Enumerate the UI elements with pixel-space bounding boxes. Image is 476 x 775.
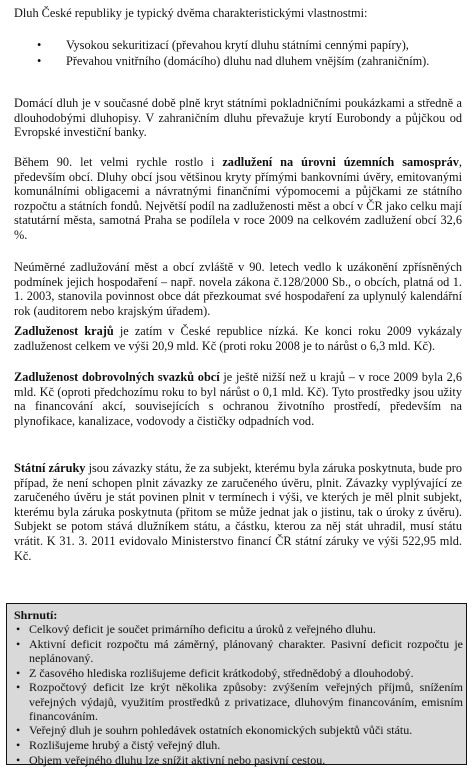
list-item: • Aktivní deficit rozpočtu má záměrný, plánovaný charakter. Pasivní deficit rozpočtu je neplánovaný. — [16, 636, 463, 665]
bullet-icon: • — [37, 53, 42, 68]
list-item: • Objem veřejného dluhu lze snížit aktivní nebo pasivní cestou. — [16, 752, 326, 767]
summary-list — [15, 622, 463, 768]
bullet-icon: • — [16, 752, 21, 767]
bullet-icon: • — [16, 680, 21, 695]
list-item: • Veřejný dluh je souhrn pohledávek ostatních ekonomických subjektů vůči státu. — [16, 723, 413, 738]
unions-debt-paragraph: Zadluženost dobrovolných svazků obcí je ještě nižší než u krajů – v roce 2009 byla 2,6 mld. Kč (oproti předchozímu roku to byl nárůst o 0,1 mld. Kč). Tyto prostředky jsou užity na financování akcí, souvisejících s ochranou životního prostředí, především na plynofikace, kanalizace, vodovody a čističky odpadních vod. — [14, 370, 462, 428]
summary-title: Shrnutí: — [14, 608, 58, 622]
bold-term: zadlužení na úrovni územních samospráv — [222, 155, 459, 169]
bullet-icon: • — [16, 636, 21, 651]
bold-term: Zadluženost dobrovolných svazků obcí — [14, 370, 220, 384]
list-item: • Rozpočtový deficit lze krýt několika způsoby: zvýšením veřejných příjmů, snížením veřejných výdajů, využitím prostředků z privatizace, dluhovým financováním, emisním financováním. — [16, 680, 463, 723]
intro-bullet-list — [14, 38, 462, 69]
municipal-debt-paragraph: Během 90. let velmi rychle rostlo i zadlužení na úrovni územních samospráv, především obcí. Dluhy obcí jsou většinou kryty přímými bankovními úvěry, emitovanými komunálními obligacemi a návratnými finančními výpomocemi a půjčkami ze státního rozpočtu a státních fondů. Největší podíl na zadluženosti měst a obcí v ČR jako celku mají statutární města, samotná Praha se podílela v roce 2009 na celkovém zadlužení obcí 32,6 %. — [14, 155, 462, 242]
list-item: • Vysokou sekuritizací (převahou krytí dluhu státními cennými papíry), — [37, 38, 409, 52]
list-item: • Rozlišujeme hrubý a čistý veřejný dluh. — [16, 738, 221, 753]
state-guarantees-paragraph: Státní záruky jsou závazky státu, že za subjekt, kterému byla záruka poskytnuta, bude pro případ, že není schopen plnit závazky ze zaručeného úvěru, plnit. Závazky vyplývající ze zaručeného úvěru je stát povinen plnit v termínech i výši, ve kterých je měl plnit subjekt, kterému byla záruka poskytnuta (přitom se může jednat jak o jistinu, tak o úroky z úvěru). Subjekt se potom stává dlužníkem státu, a částku, kterou za něj stát uhradil, musí státu vrátit. K 31. 3. 2011 evidovalo Ministerstvo financí ČR státní záruky ve výši 522,95 mld. Kč. — [14, 461, 462, 563]
list-item: • Celkový deficit je součet primárního deficitu a úroků z veřejného dluhu. — [16, 622, 376, 636]
bullet-icon: • — [16, 738, 21, 753]
summary-box — [6, 603, 467, 765]
list-item: • Převahou vnitřního (domácího) dluhu nad dluhem vnějším (zahraničním). — [37, 53, 430, 68]
bullet-icon: • — [16, 723, 21, 738]
bold-term: Státní záruky — [14, 461, 86, 475]
regions-debt-paragraph: Zadluženost krajů je zatím v České republice nízká. Ke konci roku 2009 vykázaly zadluženost celkem ve výši 20,9 mld. Kč (proti roku 2008 je to nárůst o 6,3 mld. Kč). — [14, 324, 462, 353]
bold-term: Zadluženost krajů — [14, 324, 114, 338]
bullet-icon: • — [16, 622, 21, 636]
bullet-icon: • — [16, 665, 21, 680]
bullet-icon: • — [37, 38, 42, 52]
list-item: • Z časového hlediska rozlišujeme deficit krátkodobý, střednědobý a dlouhodobý. — [16, 665, 414, 680]
domestic-debt-paragraph: Domácí dluh je v současné době plně kryt státními pokladničními poukázkami a středně a dlouhodobými dluhopisy. V zahraničním dluhu převažuje krytí Eurobondy a půjčkou od Evropské investiční banky. — [14, 96, 462, 140]
intro-paragraph: Dluh České republiky je typický dvěma charakteristickými vlastnostmi: — [14, 6, 368, 20]
law-paragraph: Neúměrné zadlužování měst a obcí zvláště v 90. letech vedlo k uzákonění zpřísněných podmínek jejich hospodaření – např. novela zákona č.128/2000 Sb., o obcích, platná od 1. 1. 2003, stanovila povinnost obce dát přezkoumat své hospodaření za uplynulý kalendářní rok (auditorem nebo krajským úřadem). — [14, 260, 462, 318]
